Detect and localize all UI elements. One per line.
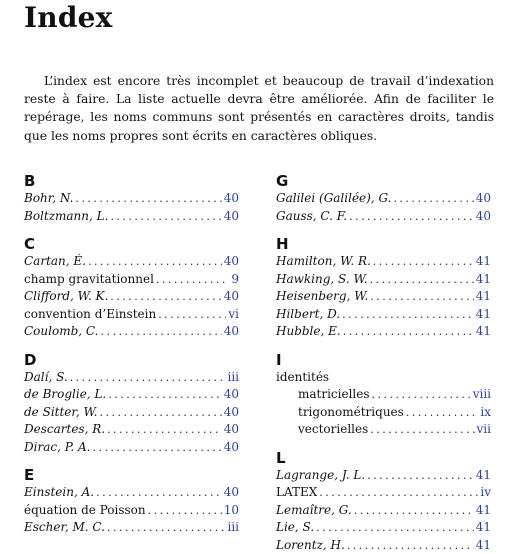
entry-name: convention d’Einstein [24,306,156,324]
entry-name: Dirac, P. A. [24,439,90,457]
intro-text: L’index est encore très incomplet et beaucoup de travail d’indexation reste à faire. La liste actuelle devra être améliorée. Afin de faciliter le repérage, les noms communs sont présentés en caractères droits, tandis que les noms propres sont écrits en caractères obliques. [24,72,494,145]
page-link[interactable]: 40 [476,190,491,208]
section-letter: B [24,168,239,190]
page-link[interactable]: 41 [476,306,491,324]
section-letter: H [276,231,491,253]
page-link[interactable]: 40 [224,253,239,271]
index-entry [276,253,491,271]
entry-name: trigonométriques [298,404,404,422]
entry-name: Cartan, É. [24,253,86,271]
leader-dots [354,502,474,520]
index-entry [24,404,239,422]
page-link[interactable]: 40 [224,421,239,439]
page-link[interactable]: 40 [224,484,239,502]
leader-dots [347,537,474,554]
index-entry [24,386,239,404]
page-link[interactable]: iii [227,369,239,387]
page-link[interactable]: 41 [476,288,491,306]
page-title: Index [24,0,113,36]
index-entry [24,288,239,306]
leader-dots [88,253,222,271]
entry-name: équation de Poisson [24,502,146,520]
index-entry [276,190,491,208]
entry-name: de Sitter, W. [24,404,98,422]
page-link[interactable]: 40 [224,208,239,226]
index-entry [276,519,491,537]
leader-dots [370,421,474,439]
leader-dots [110,208,221,226]
entry-name: vectorielles [298,421,368,439]
page-link[interactable]: ix [480,404,491,422]
index-section-i [276,347,491,439]
index-column-right [276,168,491,554]
index-section-e [24,462,239,537]
entry-name: Lagrange, J. L. [276,467,365,485]
leader-dots [100,323,221,341]
page-link[interactable]: 41 [476,467,491,485]
leader-dots [158,306,226,324]
index-column-left [24,168,239,537]
entry-name: Hubble, E. [276,323,341,341]
leader-dots [96,484,222,502]
leader-dots [108,386,221,404]
page-link[interactable]: 40 [224,386,239,404]
leader-dots [406,404,479,422]
index-entry-heading [276,369,491,387]
leader-dots [107,421,222,439]
entry-name: Gauss, C. F. [276,208,347,226]
page-link[interactable]: 40 [224,323,239,341]
page-link[interactable]: 40 [224,404,239,422]
index-entry [276,323,491,341]
index-section-g [276,168,491,225]
page-link[interactable]: 40 [476,208,491,226]
index-entry [276,208,491,226]
page-link[interactable]: 41 [476,271,491,289]
leader-dots [75,190,221,208]
page-link[interactable]: iii [227,519,239,537]
page-link[interactable]: vi [228,306,239,324]
entry-name: Dalí, S. [24,369,68,387]
entry-name: Heisenberg, W. [276,288,368,306]
page-link[interactable]: 40 [224,288,239,306]
entry-name: champ gravitationnel [24,271,154,289]
index-entry [24,421,239,439]
leader-dots [148,502,222,520]
section-letter: C [24,231,239,253]
entry-name: Bohr, N. [24,190,73,208]
leader-dots [370,288,473,306]
index-entry [276,467,491,485]
index-entry [24,484,239,502]
page-link[interactable]: 9 [231,271,239,289]
index-entry [24,439,239,457]
index-section-h [276,231,491,341]
leader-dots [342,306,474,324]
section-letter: E [24,462,239,484]
page-link[interactable]: 40 [224,439,239,457]
leader-dots [316,519,474,537]
index-entry [24,271,239,289]
page-link[interactable]: vii [477,421,491,439]
index-entry [24,253,239,271]
index-section-d [24,347,239,457]
entry-name: identités [276,369,329,387]
entry-name: LATEX [276,484,317,502]
index-entry [24,502,239,520]
section-letter: L [276,445,491,467]
section-letter: G [276,168,491,190]
leader-dots [372,386,471,404]
index-section-b [24,168,239,225]
entry-name: Coulomb, C. [24,323,98,341]
page-link[interactable]: 41 [476,537,491,554]
entry-name: Lorentz, H. [276,537,345,554]
page-link[interactable]: 10 [224,502,239,520]
index-entry [276,502,491,520]
entry-name: Escher, M. C. [24,519,105,537]
page-link[interactable]: 41 [476,323,491,341]
index-subentry [276,404,491,422]
entry-name: Lie, S. [276,519,314,537]
leader-dots [110,288,221,306]
index-subentry [276,421,491,439]
entry-name: matricielles [298,386,370,404]
entry-name: Hawking, S. W. [276,271,368,289]
leader-dots [156,271,229,289]
page-link[interactable]: iv [480,484,491,502]
index-entry [24,208,239,226]
section-letter: I [276,347,491,369]
entry-name: Einstein, A. [24,484,94,502]
section-letter: D [24,347,239,369]
index-entry [276,484,491,502]
leader-dots [92,439,221,457]
entry-name: Descartes, R. [24,421,105,439]
index-subentry [276,386,491,404]
leader-dots [349,208,474,226]
entry-name: Galilei (Galilée), G. [276,190,391,208]
page-link[interactable]: 41 [476,519,491,537]
index-section-l [276,445,491,554]
leader-dots [70,369,226,387]
leader-dots [319,484,478,502]
leader-dots [393,190,473,208]
entry-name: Hilbert, D. [276,306,340,324]
index-entry [24,369,239,387]
page-link[interactable]: 41 [476,253,491,271]
leader-dots [370,271,474,289]
index-entry [276,288,491,306]
entry-name: Boltzmann, L. [24,208,108,226]
leader-dots [373,253,474,271]
entry-name: de Broglie, L. [24,386,106,404]
page-link[interactable]: 40 [224,190,239,208]
index-entry [24,306,239,324]
entry-name: Hamilton, W. R. [276,253,371,271]
entry-name: Clifford, W. K. [24,288,108,306]
leader-dots [343,323,474,341]
index-entry [24,519,239,537]
index-entry [24,190,239,208]
index-entry [276,306,491,324]
index-entry [276,271,491,289]
page-link[interactable]: 41 [476,502,491,520]
index-entry [276,537,491,554]
intro-paragraph [24,72,494,145]
index-section-c [24,231,239,341]
entry-name: Lemaître, G. [276,502,352,520]
index-entry [24,323,239,341]
leader-dots [107,519,225,537]
leader-dots [367,467,474,485]
page-link[interactable]: viii [473,386,491,404]
leader-dots [100,404,222,422]
